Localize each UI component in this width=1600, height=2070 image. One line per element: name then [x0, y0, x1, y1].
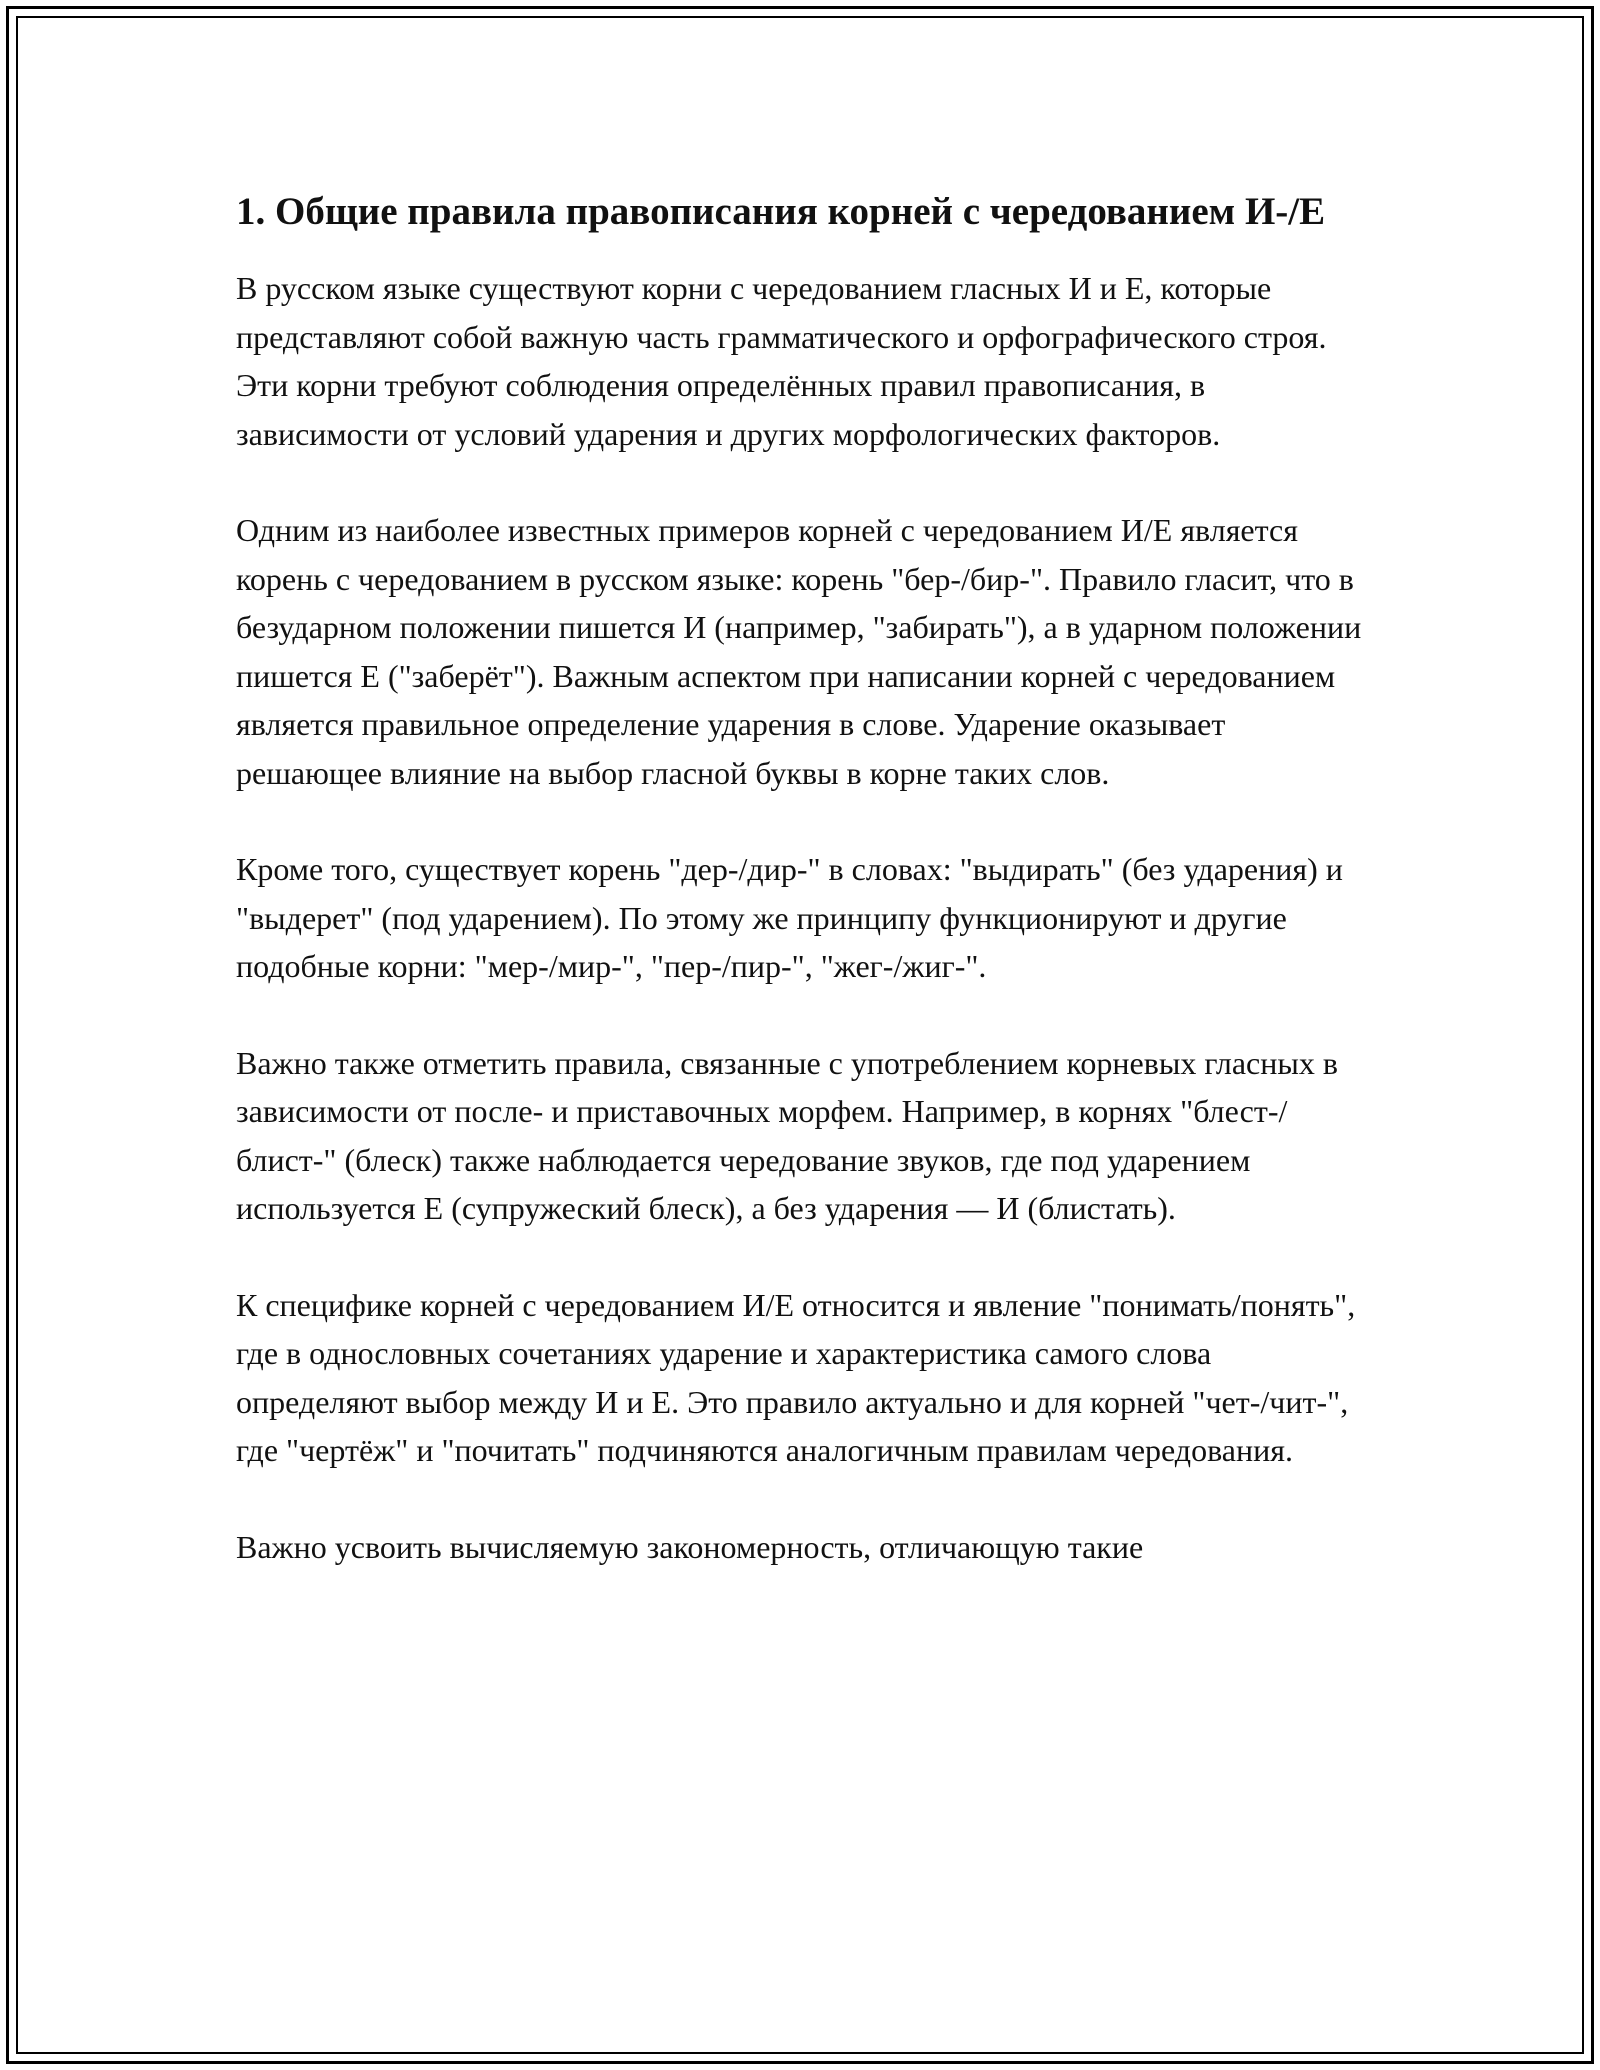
paragraph-1: В русском языке существуют корни с чередованием гласных И и Е, которые представляют собой важную часть грамматического и орфографического строя. Эти корни требуют соблюдения определённых правил правописания, в зависимости от условий ударения и других морфологических факторов.	[236, 270, 1327, 452]
section-heading: 1. Общие правила правописания корней с чередованием И-/Е	[236, 190, 1326, 233]
paragraph-3: Кроме того, существует корень "дер-/дир-" в словах: "выдирать" (без ударения) и "выдерет" (под ударением). По этому же принципу функционируют и другие подобные корни: "мер-/мир-", "пер-/пир-", "жег-/жиг-".	[236, 851, 1343, 984]
paragraph-2: Одним из наиболее известных примеров корней с чередованием И/Е является корень с чередованием в русском языке: корень "бер-/бир-". Правило гласит, что в безударном положении пишется И (например, "забирать"), а в ударном положении пишется Е ("заберёт"). Важным аспектом при написании корней с чередованием является правильное определение ударения в слове. Ударение оказывает решающее влияние на выбор гласной буквы в корне таких слов.	[236, 512, 1362, 791]
paragraph-5: К специфике корней с чередованием И/Е относится и явление "понимать/понять", где в однословных сочетаниях ударение и характеристика самого слова определяют выбор между И и Е. Это правило актуально и для корней "чет-/чит-", где "чертёж" и "почитать" подчиняются аналогичным правилам чередования.	[236, 1286, 1356, 1468]
document-body	[236, 186, 1371, 1619]
paragraph-6: Важно усвоить вычисляемую закономерность, отличающую такие	[236, 1528, 1144, 1565]
paragraph-4: Важно также отметить правила, связанные с употреблением корневых гласных в зависимости от после- и приставочных морфем. Например, в корнях "блест-/блист-" (блеск) также наблюдается чередование звуков, где под ударением используется Е (супружеский блеск), а без ударения — И (блистать).	[236, 1044, 1338, 1226]
